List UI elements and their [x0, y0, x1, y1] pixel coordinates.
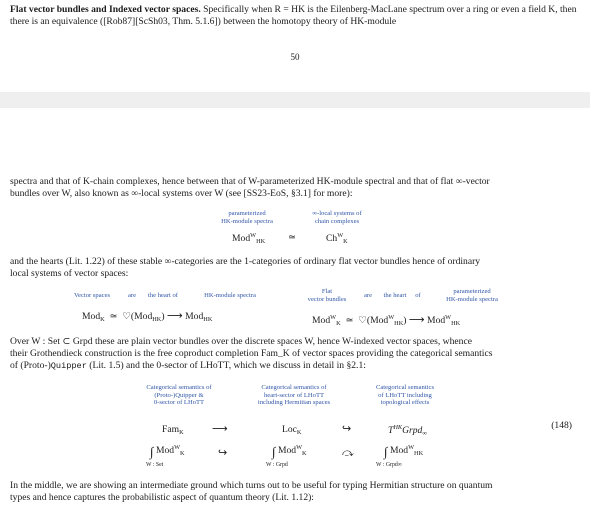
diagram3-arrow-3: ↪	[218, 446, 228, 459]
diagram3-col3-label: Categorical semantics of LHoTT including topological effects	[375, 384, 435, 407]
paragraph-line: their Grothendieck construction is the free coproduct completion Fam_K of vector spaces providing the categorical semantics	[10, 348, 493, 360]
paragraph-line: of (Proto-)Quipper (Lit. 1.5) and the 0-sector of LHoTT, which we discuss in detail in §2.1:	[10, 360, 366, 372]
diagram3-loc: Loc$_K$	[282, 424, 302, 436]
paragraph-line: local systems of vector spaces:	[10, 268, 129, 280]
diagram3-arrow-4: ⤼	[342, 446, 354, 459]
label-the-heart-of: the heart of	[147, 292, 179, 299]
diagram1-left-label: parameterized HK-module spectra	[221, 210, 273, 225]
diagram1-right-label: ∞-local systems of chain complexes	[312, 210, 362, 225]
page-number: 50	[290, 52, 300, 62]
paragraph-line: and the hearts (Lit. 1.22) of these stable ∞-categories are the 1-categories of ordinary flat vector bundles hence of ordinary	[10, 256, 481, 267]
paragraph-line: types and hence captures the probabilistic aspect of quantum theory (Lit. 1.12):	[10, 492, 314, 504]
equation-number: (148)	[551, 420, 572, 431]
diagram1-right-math: $Ch^W_K$	[326, 232, 348, 245]
diagram2-right-formula: Mod$^W_K$ ≃ ♡(Mod$^W_{HK}$) ⟶ Mod$^W_{HK}$	[312, 313, 461, 327]
diagram3-int-mod-grpd-inf: ∫ Mod$^W_{HK}$	[384, 444, 424, 459]
paragraph-2	[10, 256, 582, 280]
paragraph-4	[10, 480, 582, 504]
label-module-spectra: HK-module spectra	[204, 292, 256, 299]
paragraph-heading: Flat vector bundles and Indexed vector spaces.	[10, 4, 201, 15]
label-are: are	[127, 292, 137, 299]
diagram3-fam: Fam$_K$	[162, 424, 184, 436]
diagram1-equivalence: ≃	[288, 232, 297, 243]
paragraph-line: Over W : Set ⊂ Grpd these are plain vector bundles over the discrete spaces W, hence W-indexed vector spaces, whence	[10, 336, 472, 347]
paragraph-3	[10, 336, 582, 373]
paragraph-line: In the middle, we are showing an intermediate ground which turns out to be useful for typing Hermitian structure on quantum	[10, 480, 493, 491]
page-break	[0, 92, 590, 108]
diagram3-under-grpd-inf: W : Grpd∞	[376, 462, 402, 468]
diagram2-left-formula: Mod$_K$ ≃ ♡(Mod$_{HK}$) ⟶ Mod$_{HK}$	[82, 309, 213, 323]
diagram3-arrow-1: ⟶	[212, 422, 228, 435]
paragraph-line: bundles over W, also known as ∞-local systems over W (see [SS23-EoS, §3.1] for more):	[10, 188, 353, 200]
diagram1-left-math: Mod$^W_{HK}$	[232, 232, 266, 245]
label-the-heart: the heart	[383, 292, 407, 299]
diagram3-col1-label: Categorical semantics of (Proto-)Quipper & 0-sector of LHoTT	[146, 384, 212, 407]
paragraph-text: Specifically when R = HK is the Eilenberg-MacLane spectrum over a ring or even a field K, then there is an equivalence ([Rob87][ScSh03, Thm. 5.1.6]) between the homotopy theory of HK-module	[10, 4, 577, 28]
label-vector-spaces: Vector spaces	[74, 292, 111, 299]
paragraph-1	[10, 176, 582, 200]
diagram3-arrow-2: ↪	[342, 422, 352, 435]
label-of: of	[415, 292, 421, 299]
diagram3-under-set: W : Set	[146, 462, 164, 468]
paragraph-line: spectra and that of K-chain complexes, hence between that of W-parameterized HK-module spectral and that of flat ∞-vector	[10, 176, 490, 187]
diagram3-col2-label: Categorical semantics of heart-sector of LHoTT including Hermitian spaces	[257, 384, 331, 407]
label-parameterized-spectra: parameterized HK-module spectra	[446, 288, 498, 303]
diagram3-int-mod-set: ∫ Mod$^W_K$	[150, 444, 185, 459]
top-paragraph	[10, 4, 582, 28]
label-are-2: are	[363, 292, 373, 299]
label-flat-vector-bundles: Flat vector bundles	[307, 288, 347, 303]
diagram3-int-mod-grpd: ∫ Mod$^W_K$	[272, 444, 307, 459]
diagram3-tgrpd: $T^{HK}Grpd_\infty$	[388, 424, 427, 437]
diagram3-under-grpd: W : Grpd	[266, 462, 288, 468]
